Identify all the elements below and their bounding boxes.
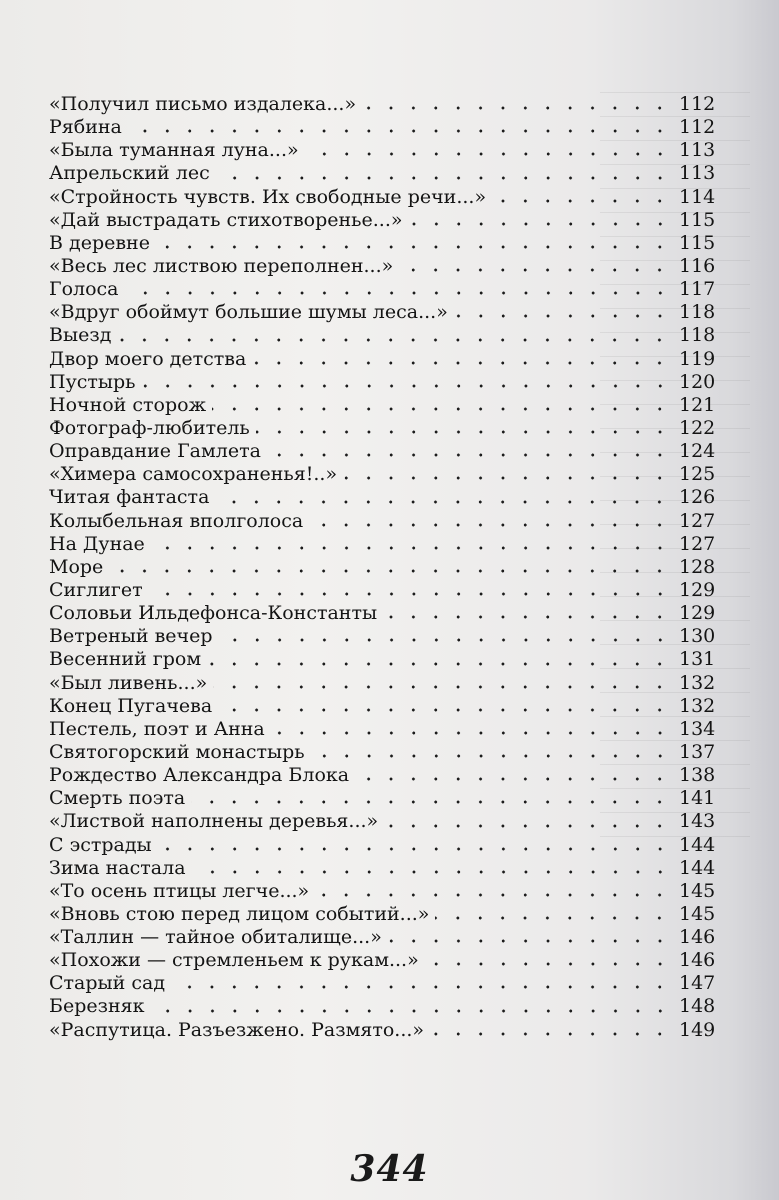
entry-title: Святогорский монастырь xyxy=(49,740,305,763)
dot-leader xyxy=(158,847,671,851)
entry-title: Оправдание Гамлета xyxy=(49,440,261,463)
dot-leader xyxy=(309,523,671,527)
dot-leader xyxy=(271,731,671,735)
entry-title: «Вдруг обоймут большие шумы леса...» xyxy=(49,301,448,324)
entry-title: «Весь лес листвою переполнен...» xyxy=(49,254,394,277)
toc-entry xyxy=(49,370,716,394)
entry-page: 130 xyxy=(679,625,716,648)
entry-title: «То осень птицы легче...» xyxy=(49,879,310,902)
toc-entry xyxy=(49,648,716,671)
entry-page: 114 xyxy=(679,185,716,208)
dot-leader xyxy=(215,500,671,504)
dot-leader xyxy=(207,662,671,666)
entry-page: 128 xyxy=(679,555,716,578)
toc-entry xyxy=(49,440,716,463)
dot-leader xyxy=(435,916,671,920)
dot-leader xyxy=(151,1009,671,1013)
entry-page: 131 xyxy=(679,648,716,671)
entry-title: Конец Пугачева xyxy=(49,694,213,717)
dot-leader xyxy=(212,407,671,411)
entry-page: 115 xyxy=(679,231,716,254)
toc-entry xyxy=(49,509,716,533)
dot-leader xyxy=(125,291,672,295)
toc-entry xyxy=(49,833,716,857)
entry-page: 148 xyxy=(679,995,716,1018)
entry-title: Двор моего детства xyxy=(49,347,247,370)
entry-page: 132 xyxy=(679,671,716,694)
entry-title: Читая фантаста xyxy=(49,486,210,509)
dot-leader xyxy=(191,800,671,804)
entry-title: В деревне xyxy=(49,231,150,254)
dot-leader xyxy=(383,615,671,619)
entry-page: 124 xyxy=(679,440,716,463)
toc-entry xyxy=(49,393,716,417)
toc-entry xyxy=(49,578,716,602)
entry-page: 120 xyxy=(679,370,716,393)
toc-entry xyxy=(49,162,716,185)
entry-title: На Дунае xyxy=(49,532,145,555)
dot-leader xyxy=(399,268,671,272)
toc-entry xyxy=(49,926,716,949)
dot-leader xyxy=(388,939,671,943)
entry-page: 149 xyxy=(679,1018,716,1041)
entry-page: 113 xyxy=(679,162,716,185)
entry-page: 129 xyxy=(679,578,716,601)
dot-leader xyxy=(267,453,671,457)
entry-page: 137 xyxy=(679,740,716,763)
toc-entry xyxy=(49,486,716,509)
dot-leader xyxy=(216,176,671,180)
entry-title: Ветреный вечер xyxy=(49,625,213,648)
entry-page: 138 xyxy=(679,764,716,787)
entry-title: Сиглигет xyxy=(49,578,143,601)
entry-page: 118 xyxy=(679,301,716,324)
toc-entry xyxy=(49,185,716,209)
dot-leader xyxy=(213,685,671,689)
entry-page: 134 xyxy=(679,717,716,740)
entry-page: 146 xyxy=(679,949,716,972)
entry-title: «Стройность чувств. Их свободные речи...» xyxy=(49,185,487,208)
entry-page: 143 xyxy=(679,810,716,833)
toc-entry xyxy=(49,717,716,741)
entry-page: 119 xyxy=(679,347,716,370)
toc-entry xyxy=(49,324,716,347)
dot-leader xyxy=(171,985,671,989)
toc-entry xyxy=(49,972,716,995)
dot-leader xyxy=(315,893,671,897)
toc-entry xyxy=(49,902,716,926)
entry-title: Море xyxy=(49,555,104,578)
entry-title: Пустырь xyxy=(49,370,136,393)
entry-title: Смерть поэта xyxy=(49,787,186,810)
dot-leader xyxy=(311,754,671,758)
toc-entry xyxy=(49,856,716,880)
entry-title: Ночной сторож xyxy=(49,393,207,416)
entry-title: «Вновь стою перед лицом событий...» xyxy=(49,902,430,925)
dot-leader xyxy=(149,592,671,596)
entry-page: 145 xyxy=(679,879,716,902)
dot-leader xyxy=(430,1032,671,1036)
entry-page: 127 xyxy=(679,509,716,532)
entry-page: 118 xyxy=(679,324,716,347)
toc-entry xyxy=(49,231,716,255)
toc-entry xyxy=(49,602,716,625)
dot-leader xyxy=(109,569,671,573)
entry-title: Соловьи Ильдефонса-Константы xyxy=(49,602,378,625)
entry-title: «Листвой наполнены деревья...» xyxy=(49,810,379,833)
toc-entry xyxy=(49,301,716,324)
entry-title: «Похожи — стремленьем к рукам...» xyxy=(49,949,419,972)
toc-entry xyxy=(49,416,716,440)
toc-entry xyxy=(49,671,716,695)
entry-title: Голоса xyxy=(49,278,119,301)
toc-entry xyxy=(49,208,716,232)
dot-leader xyxy=(492,199,671,203)
toc-entry xyxy=(49,740,716,764)
dot-leader xyxy=(117,338,671,342)
entry-page: 141 xyxy=(679,787,716,810)
dot-leader xyxy=(252,361,671,365)
dot-leader xyxy=(425,962,671,966)
entry-page: 115 xyxy=(679,208,716,231)
entry-title: Апрельский лес xyxy=(49,162,210,185)
table-of-contents xyxy=(49,93,716,1042)
entry-page: 112 xyxy=(679,116,716,139)
entry-title: Выезд xyxy=(49,324,112,347)
toc-entry xyxy=(49,278,716,301)
toc-entry xyxy=(49,694,716,718)
entry-page: 112 xyxy=(679,93,716,115)
toc-entry xyxy=(49,347,716,371)
entry-title: Колыбельная вполголоса xyxy=(49,509,304,532)
dot-leader xyxy=(305,152,671,156)
entry-page: 129 xyxy=(679,602,716,625)
page-number: 344 xyxy=(350,1148,429,1190)
toc-entry xyxy=(49,625,716,648)
dot-leader xyxy=(192,870,671,874)
entry-page: 122 xyxy=(679,416,716,439)
entry-page: 132 xyxy=(679,694,716,717)
dot-leader xyxy=(454,314,671,318)
entry-page: 147 xyxy=(679,972,716,995)
entry-title: Фотограф-любитель xyxy=(49,416,250,439)
entry-page: 144 xyxy=(679,856,716,879)
dot-leader xyxy=(218,708,671,712)
dot-leader xyxy=(128,129,671,133)
entry-page: 127 xyxy=(679,532,716,555)
entry-title: «Таллин — тайное обиталище...» xyxy=(49,926,382,949)
entry-title: Старый сад xyxy=(49,972,166,995)
entry-title: «Дай выстрадать стихотворенье...» xyxy=(49,208,403,231)
dot-leader xyxy=(355,777,671,781)
entry-title: «Распутица. Разъезжено. Размято...» xyxy=(49,1018,425,1041)
entry-title: Рождество Александра Блока xyxy=(49,764,350,787)
entry-title: Зима настала xyxy=(49,856,186,879)
entry-title: Весенний гром xyxy=(49,648,202,671)
toc-entry xyxy=(49,1018,716,1042)
dot-leader xyxy=(343,476,671,480)
dot-leader xyxy=(156,245,671,249)
entry-title: Березняк xyxy=(49,995,145,1018)
dot-leader xyxy=(256,430,671,434)
entry-page: 121 xyxy=(679,393,716,416)
entry-title: «Получил письмо издалека...» xyxy=(49,93,357,115)
toc-entry xyxy=(49,254,716,278)
dot-leader xyxy=(409,222,671,226)
entry-page: 146 xyxy=(679,926,716,949)
entry-title: С эстрады xyxy=(49,833,152,856)
entry-title: Пестель, поэт и Анна xyxy=(49,717,265,740)
toc-entry xyxy=(49,879,716,903)
dot-leader xyxy=(384,824,671,828)
toc-entry xyxy=(49,116,716,139)
toc-entry xyxy=(49,764,716,787)
entry-page: 144 xyxy=(679,833,716,856)
entry-page: 125 xyxy=(679,463,716,486)
toc-entry xyxy=(49,555,716,579)
dot-leader xyxy=(151,546,671,550)
entry-title: «Была туманная луна...» xyxy=(49,139,299,162)
toc-entry xyxy=(49,139,716,162)
entry-title: «Был ливень...» xyxy=(49,671,208,694)
entry-page: 117 xyxy=(679,278,716,301)
toc-entry xyxy=(49,463,716,486)
toc-entry xyxy=(49,93,716,116)
dot-leader xyxy=(219,638,671,642)
dot-leader xyxy=(142,384,671,388)
entry-page: 145 xyxy=(679,902,716,925)
toc-entry xyxy=(49,995,716,1018)
entry-title: Рябина xyxy=(49,116,122,139)
entry-page: 126 xyxy=(679,486,716,509)
entry-title: «Химера самосохраненья!..» xyxy=(49,463,338,486)
dot-leader xyxy=(362,106,671,110)
toc-entry xyxy=(49,810,716,833)
toc-entry xyxy=(49,949,716,972)
entry-page: 113 xyxy=(679,139,716,162)
toc-entry xyxy=(49,532,716,556)
entry-page: 116 xyxy=(679,254,716,277)
toc-entry xyxy=(49,787,716,810)
